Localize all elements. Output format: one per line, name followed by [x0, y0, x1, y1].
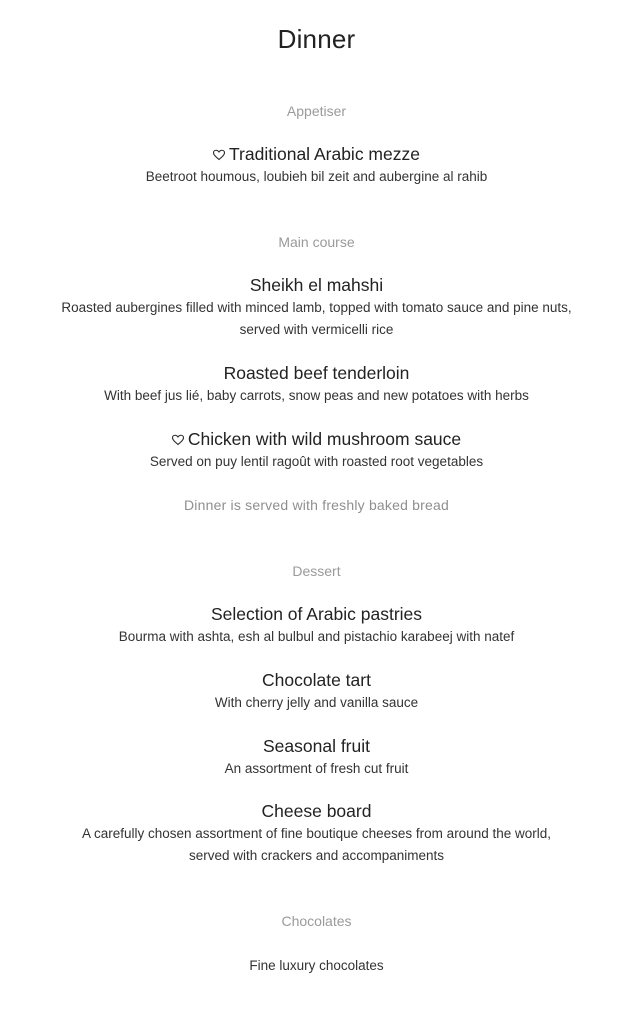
dish-description: Beetroot houmous, loubieh bil zeit and aubergine al rahib	[145, 169, 488, 184]
dish-description: A carefully chosen assortment of fine boutique cheeses from around the world,	[81, 826, 551, 841]
section-heading-chocolates: Chocolates	[281, 913, 352, 929]
dish-sheikh-el-mahshi: Sheikh el mahshi	[249, 275, 384, 295]
section-heading-dessert: Dessert	[292, 563, 341, 579]
dish-arabic-pastries: Selection of Arabic pastries	[210, 604, 423, 624]
dish-description: Served on puy lentil ragoût with roasted root vegetables	[149, 454, 484, 469]
dish-chicken-wild-mushroom	[0, 429, 633, 450]
dish-fine-luxury-chocolates: Fine luxury chocolates	[249, 958, 384, 973]
dish-name: Traditional Arabic mezze	[229, 144, 420, 164]
dish-description: Roasted aubergines filled with minced lamb, topped with tomato sauce and pine nuts,	[61, 300, 572, 315]
dish-seasonal-fruit: Seasonal fruit	[262, 736, 370, 756]
page-title: Dinner	[277, 24, 356, 54]
heart-icon	[172, 434, 184, 446]
dish-traditional-arabic-mezze	[0, 144, 633, 165]
section-heading-main-course: Main course	[278, 234, 355, 250]
dish-description: Bourma with ashta, esh al bulbul and pistachio karabeej with natef	[118, 629, 515, 644]
dish-chocolate-tart: Chocolate tart	[262, 670, 371, 690]
dish-description: With cherry jelly and vanilla sauce	[214, 695, 419, 710]
dish-roasted-beef-tenderloin: Roasted beef tenderloin	[223, 363, 410, 383]
dish-cheese-board: Cheese board	[261, 801, 372, 821]
dish-description: With beef jus lié, baby carrots, snow peas and new potatoes with herbs	[104, 388, 529, 403]
dish-description-line2: served with vermicelli rice	[239, 322, 394, 337]
dish-name: Chicken with wild mushroom sauce	[187, 429, 462, 449]
bread-note: Dinner is served with freshly baked bread	[184, 497, 449, 513]
heart-icon	[213, 149, 225, 161]
dish-description-line2: served with crackers and accompaniments	[188, 848, 445, 863]
section-heading-appetiser: Appetiser	[286, 103, 347, 119]
dish-description: An assortment of fresh cut fruit	[224, 761, 409, 776]
